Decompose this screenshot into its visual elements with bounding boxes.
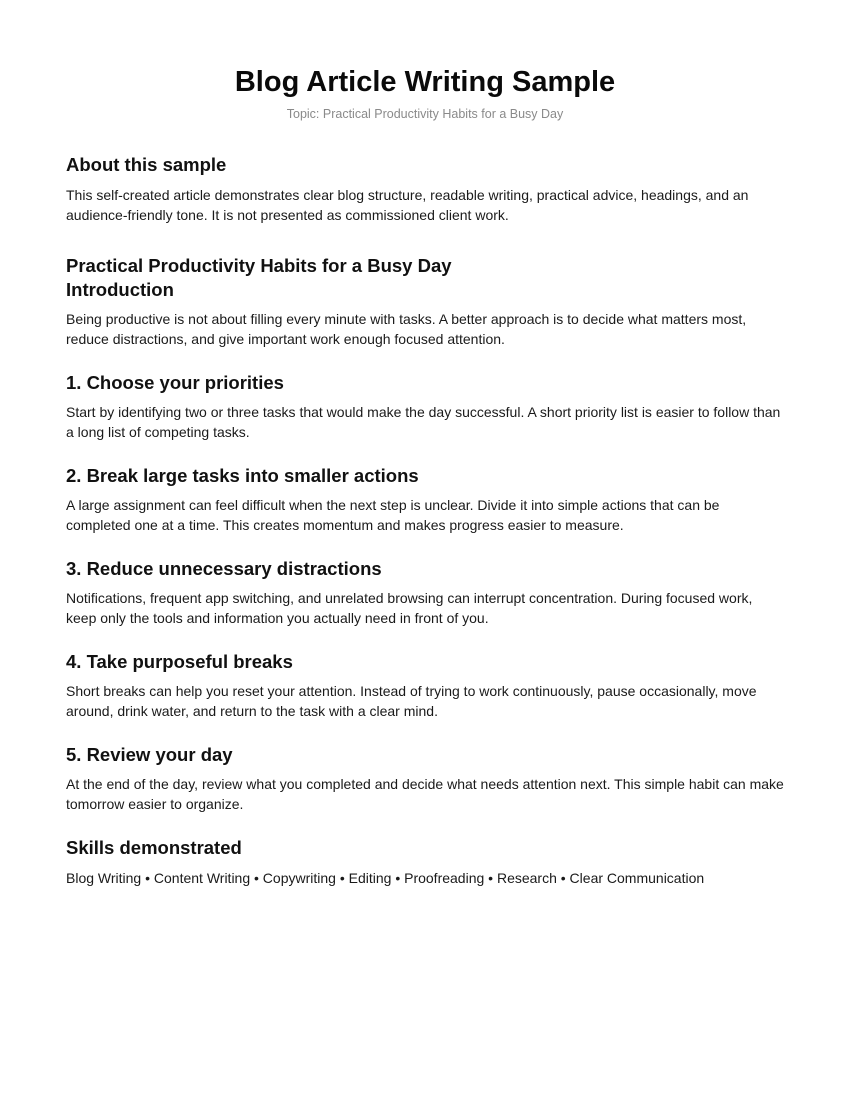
section-breaks <box>66 650 784 721</box>
about-heading: About this sample <box>66 154 227 175</box>
document-subtitle: Topic: Practical Productivity Habits for a Busy Day <box>286 107 564 121</box>
skills-list: Blog Writing • Content Writing • Copywriting • Editing • Proofreading • Research • Clear Communication <box>66 870 705 886</box>
about-body: This self-created article demonstrates clear blog structure, readable writing, practical advice, headings, and an audience-friendly tone. It is not presented as commissioned client work. <box>66 187 749 223</box>
section-heading: 5. Review your day <box>66 744 233 765</box>
section-heading: 2. Break large tasks into smaller actions <box>66 465 419 486</box>
document-title: Blog Article Writing Sample <box>234 66 616 98</box>
section-body: Notifications, frequent app switching, and unrelated browsing can interrupt concentration. During focused work, keep only the tools and information you actually need in front of you. <box>66 590 753 626</box>
section-body: Short breaks can help you reset your attention. Instead of trying to work continuously, pause occasionally, move around, drink water, and return to the task with a clear mind. <box>66 683 757 719</box>
section-priorities <box>66 371 784 442</box>
section-heading: 3. Reduce unnecessary distractions <box>66 558 382 579</box>
section-body: A large assignment can feel difficult when the next step is unclear. Divide it into simple actions that can be completed one at a time. This creates momentum and makes progress easier to measure. <box>66 497 720 533</box>
intro-body: Being productive is not about filling every minute with tasks. A better approach is to decide what matters most, reduce distractions, and give important work enough focused attention. <box>66 311 747 347</box>
section-break-tasks <box>66 464 784 535</box>
section-body: Start by identifying two or three tasks that would make the day successful. A short priority list is easier to follow than a long list of competing tasks. <box>66 404 781 440</box>
skills-heading: Skills demonstrated <box>66 837 242 858</box>
article-title: Practical Productivity Habits for a Busy Day <box>66 255 452 276</box>
section-heading: 4. Take purposeful breaks <box>66 651 293 672</box>
section-heading: 1. Choose your priorities <box>66 372 284 393</box>
section-review <box>66 743 784 814</box>
intro-heading: Introduction <box>66 279 174 300</box>
section-body: At the end of the day, review what you completed and decide what needs attention next. This simple habit can make tomorrow easier to organize. <box>66 776 784 812</box>
section-distractions <box>66 557 784 628</box>
intro-section <box>66 278 784 349</box>
